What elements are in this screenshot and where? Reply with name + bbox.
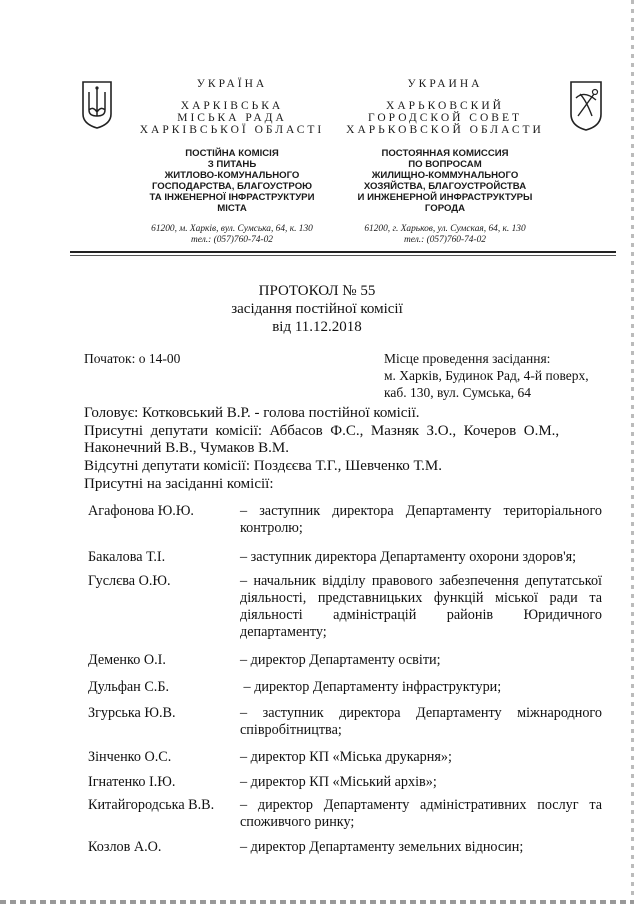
meeting-place-line-2: м. Харків, Будинок Рад, 4-й поверх, (384, 368, 589, 383)
header-left-commission-line-3: ЖИТЛОВО-КОМУНАЛЬНОГО (164, 170, 300, 181)
guest-role: – начальник відділу правового забезпечення депутатської діяльності, представницьких функцій міської ради та діяльності адміністрацій районів Юридичного департаменту; (240, 573, 602, 640)
guest-name: Деменко О.І. (88, 652, 166, 668)
absent-members-line: Відсутні депутати комісії: Поздєєва Т.Г., Шевченко Т.М. (84, 458, 442, 474)
protocol-subtitle: засідання постійної комісії (231, 301, 403, 317)
guest-role: – директор Департаменту адміністративних послуг та споживчого ринку; (240, 797, 602, 830)
present-members-line-2: Наконечний В.В., Чумаков В.М. (84, 440, 290, 456)
header-right-council-line-3: ХАРЬКОВСКОЙ ОБЛАСТИ (346, 124, 544, 136)
header-right-commission-line-2: ПО ВОПРОСАМ (408, 159, 482, 170)
header-left-commission-line-6: МІСТА (217, 203, 247, 214)
guest-name: Агафонова Ю.Ю. (88, 503, 194, 519)
header-right-commission-line-5: И ИНЖЕНЕРНОЙ ИНФРАСТРУКТУРЫ (357, 192, 533, 203)
guest-role: – директор КП «Міська друкарня»; (240, 749, 452, 765)
guest-role: – директор Департаменту освіти; (240, 652, 441, 668)
guest-role: – заступник директора Департаменту територіального контролю; (240, 503, 602, 536)
header-right-council-line-1: ХАРЬКОВСКИЙ (386, 100, 504, 112)
scan-bottom-edge (0, 900, 634, 904)
header-left-commission-line-4: ГОСПОДАРСТВА, БЛАГОУСТРОЮ (151, 181, 313, 192)
guest-name: Ігнатенко І.Ю. (88, 774, 176, 790)
meeting-start: Початок: о 14-00 (84, 351, 181, 366)
guest-role: – директор Департаменту інфраструктури; (240, 679, 502, 695)
protocol-date: від 11.12.2018 (272, 319, 362, 335)
guest-name: Козлов А.О. (88, 839, 162, 855)
header-right-commission-line-4: ХОЗЯЙСТВА, БЛАГОУСТРОЙСТВА (363, 181, 527, 192)
guest-role: – директор Департаменту земельних відносин; (240, 839, 524, 855)
guests-heading: Присутні на засіданні комісії: (84, 476, 274, 492)
header-left-council-line-1: ХАРКІВСЬКА (180, 100, 284, 112)
guest-name: Зінченко О.С. (88, 749, 172, 765)
guest-name: Бакалова Т.І. (88, 549, 166, 565)
header-left-council-line-3: ХАРКІВСЬКОЇ ОБЛАСТІ (139, 124, 325, 136)
guest-name: Китайгородська В.В. (88, 797, 215, 813)
meeting-place-line-3: каб. 130, вул. Сумська, 64 (384, 385, 532, 400)
present-members-line-1: Присутні депутати комісії: Аббасов Ф.С., Мазняк З.О., Кочеров О.М., (84, 423, 560, 439)
header-right-phone: тел.: (057)760-74-02 (404, 235, 486, 245)
header-left-commission-line-1: ПОСТІЙНА КОМІСІЯ (185, 148, 279, 159)
header-left-address: 61200, м. Харків, вул. Сумська, 64, к. 130 (151, 224, 313, 234)
meeting-place (384, 350, 614, 401)
guest-role: – директор КП «Міський архів»; (240, 774, 437, 790)
chair-line: Головує: Котковський В.Р. - голова постійної комісії. (84, 405, 420, 421)
header-right-council-line-2: ГОРОДСКОЙ СОВЕТ (367, 112, 522, 124)
header-divider-thick (70, 251, 616, 253)
ukraine-trident-emblem (80, 80, 114, 130)
guest-name: Згурська Ю.В. (88, 705, 176, 721)
header-left-phone: тел.: (057)760-74-02 (191, 235, 273, 245)
header-left (128, 78, 336, 246)
header-left-country: УКРАЇНА (196, 78, 268, 90)
meeting-place-line-1: Місце проведення засідання: (384, 351, 551, 366)
header-right (340, 78, 550, 246)
header-right-commission-line-1: ПОСТОЯННАЯ КОМИССИЯ (381, 148, 509, 159)
protocol-title: ПРОТОКОЛ № 55 (258, 283, 376, 299)
header-right-commission-line-3: ЖИЛИЩНО-КОММУНАЛЬНОГО (371, 170, 519, 181)
guest-name: Дульфан С.Б. (88, 679, 170, 695)
header-left-commission-line-2: З ПИТАНЬ (207, 159, 257, 170)
header-left-council-line-2: МІСЬКА РАДА (177, 112, 287, 124)
guest-name: Гуслєва О.Ю. (88, 573, 171, 589)
header-right-country: УКРАИНА (407, 78, 483, 90)
header-right-commission-line-6: ГОРОДА (424, 203, 466, 214)
header-left-commission-line-5: ТА ІНЖЕНЕРНОЇ ІНФРАСТРУКТУРИ (149, 192, 315, 203)
kharkiv-coat-of-arms (568, 80, 604, 132)
header-divider-thin (70, 255, 616, 256)
guest-role: – заступник директора Департаменту охорони здоров'я; (240, 549, 577, 565)
guest-role: – заступник директора Департаменту міжнародного співробітництва; (240, 705, 602, 738)
header-right-address: 61200, г. Харьков, ул. Сумская, 64, к. 130 (364, 224, 526, 234)
